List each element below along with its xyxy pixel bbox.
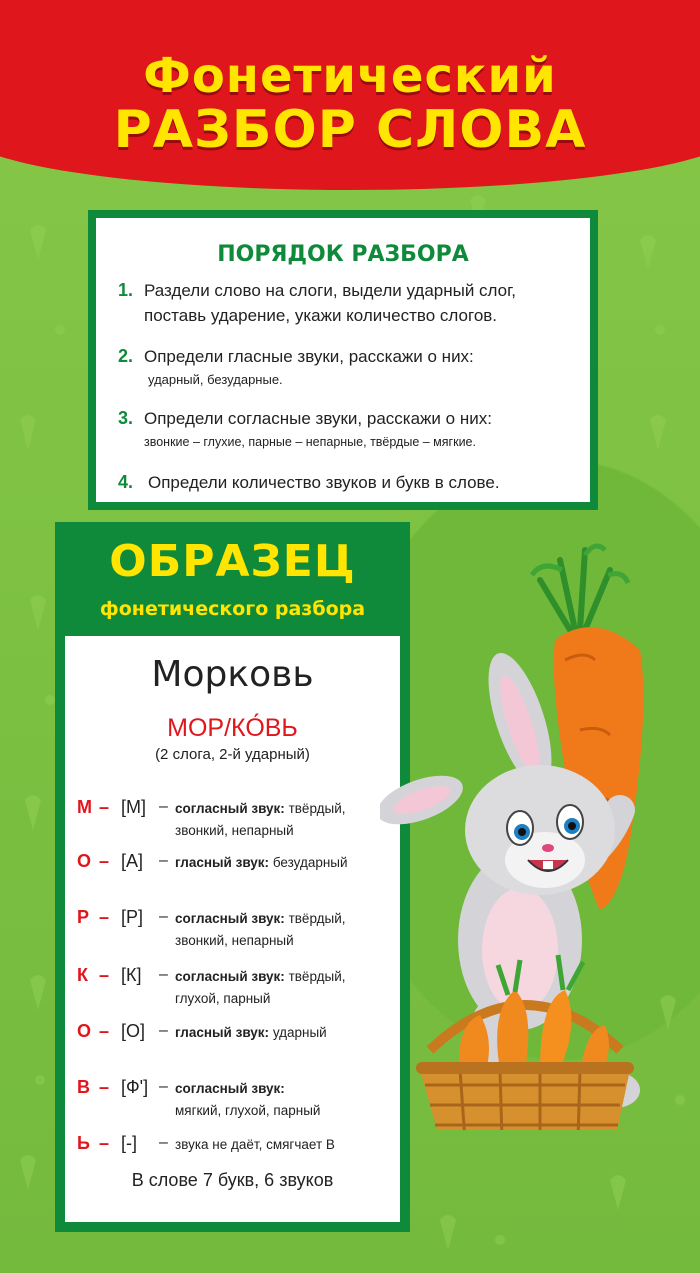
sound-description [175, 852, 400, 874]
letter: О [77, 1021, 92, 1041]
dash: – [99, 1133, 110, 1153]
step-2 [118, 344, 580, 391]
sound-desc: твёрдый, [288, 969, 346, 984]
sound-description [175, 908, 400, 952]
sound: [Ф'] [121, 1077, 149, 1097]
step-text: Раздели слово на слоги, выдели ударный слог, [144, 281, 516, 300]
step-text: Определи количество звуков и букв в слове. [148, 473, 500, 492]
sound-desc: ударный [272, 1025, 327, 1040]
step-subtext: ударный, безударные. [148, 372, 283, 387]
sample-subtitle: фонетического разбора [99, 598, 366, 620]
sample-panel [65, 636, 400, 1222]
dash: – [159, 966, 168, 983]
title-line-2: РАЗБОР СЛОВА [113, 100, 587, 160]
dash: – [159, 1134, 168, 1151]
step-number: 2. [118, 346, 134, 366]
step-text: Определи согласные звуки, расскажи о них: [144, 409, 492, 428]
sound-label: гласный звук: [175, 1025, 270, 1040]
sound-desc-2: звонкий, непарный [175, 823, 294, 838]
dash: – [99, 965, 110, 985]
sound: [К] [121, 965, 142, 985]
sound-desc: твёрдый, [288, 911, 346, 926]
dash: – [99, 851, 110, 871]
letter: К [77, 965, 88, 985]
dash: – [159, 852, 168, 869]
order-heading: ПОРЯДОК РАЗБОРА [217, 242, 469, 267]
step-3 [118, 406, 580, 453]
sound-label: гласный звук: [175, 855, 270, 870]
syllable-split: МОР/КО́ВЬ [167, 714, 298, 742]
sound-desc-2: глухой, парный [175, 991, 271, 1006]
sound: [Р] [121, 907, 144, 927]
letter: В [77, 1077, 90, 1097]
step-1 [118, 278, 580, 328]
dash: – [99, 907, 110, 927]
letter: Р [77, 907, 90, 927]
sound-label: согласный звук: [175, 911, 285, 926]
title-line-1: Фонетический [143, 48, 557, 104]
step-text: Определи гласные звуки, расскажи о них: [144, 347, 474, 366]
dash: – [159, 798, 168, 815]
step-number: 1. [118, 280, 134, 300]
sound-desc: твёрдый, [288, 801, 346, 816]
summary: В слове 7 букв, 6 звуков [131, 1170, 334, 1190]
step-number: 3. [118, 408, 134, 428]
step-text-2: поставь ударение, укажи количество слогов. [144, 306, 498, 325]
sound-description [175, 1022, 400, 1044]
letter: Ь [77, 1133, 90, 1153]
sound-desc-2: мягкий, глухой, парный [175, 1103, 321, 1118]
sound-label: согласный звук: [175, 801, 285, 816]
step-number: 4. [118, 472, 134, 492]
sound-desc: звука не даёт, смягчает В [175, 1137, 335, 1152]
sound: [М] [121, 797, 146, 817]
dash: – [99, 1021, 110, 1041]
sample-title: ОБРАЗЕЦ [109, 536, 356, 587]
dash: – [159, 908, 168, 925]
dash: – [99, 797, 110, 817]
step-4 [118, 470, 580, 495]
sound-desc: безударный [272, 855, 348, 870]
sound-description [175, 1078, 400, 1122]
dash: – [99, 1077, 110, 1097]
dash: – [159, 1078, 168, 1095]
sound-description [175, 966, 400, 1010]
syllable-note: (2 слога, 2-й ударный) [155, 746, 310, 763]
letter: М [77, 797, 92, 817]
sound-desc-2: звонкий, непарный [175, 933, 294, 948]
bunny-illustration [380, 530, 700, 1130]
order-panel [96, 218, 590, 502]
order-box [88, 210, 598, 510]
sound-label: согласный звук: [175, 1081, 285, 1096]
dash: – [159, 1022, 168, 1039]
sound-description [175, 1134, 400, 1156]
sample-box [55, 522, 410, 1232]
sample-word: Морковь [151, 654, 314, 695]
sound: [О] [121, 1021, 146, 1041]
sound: [-] [121, 1133, 137, 1153]
step-subtext: звонкие – глухие, парные – непарные, твёрдые – мягкие. [144, 435, 476, 449]
sound-label: согласный звук: [175, 969, 285, 984]
letter: О [77, 851, 92, 871]
sound: [А] [121, 851, 144, 871]
sound-description [175, 798, 400, 842]
